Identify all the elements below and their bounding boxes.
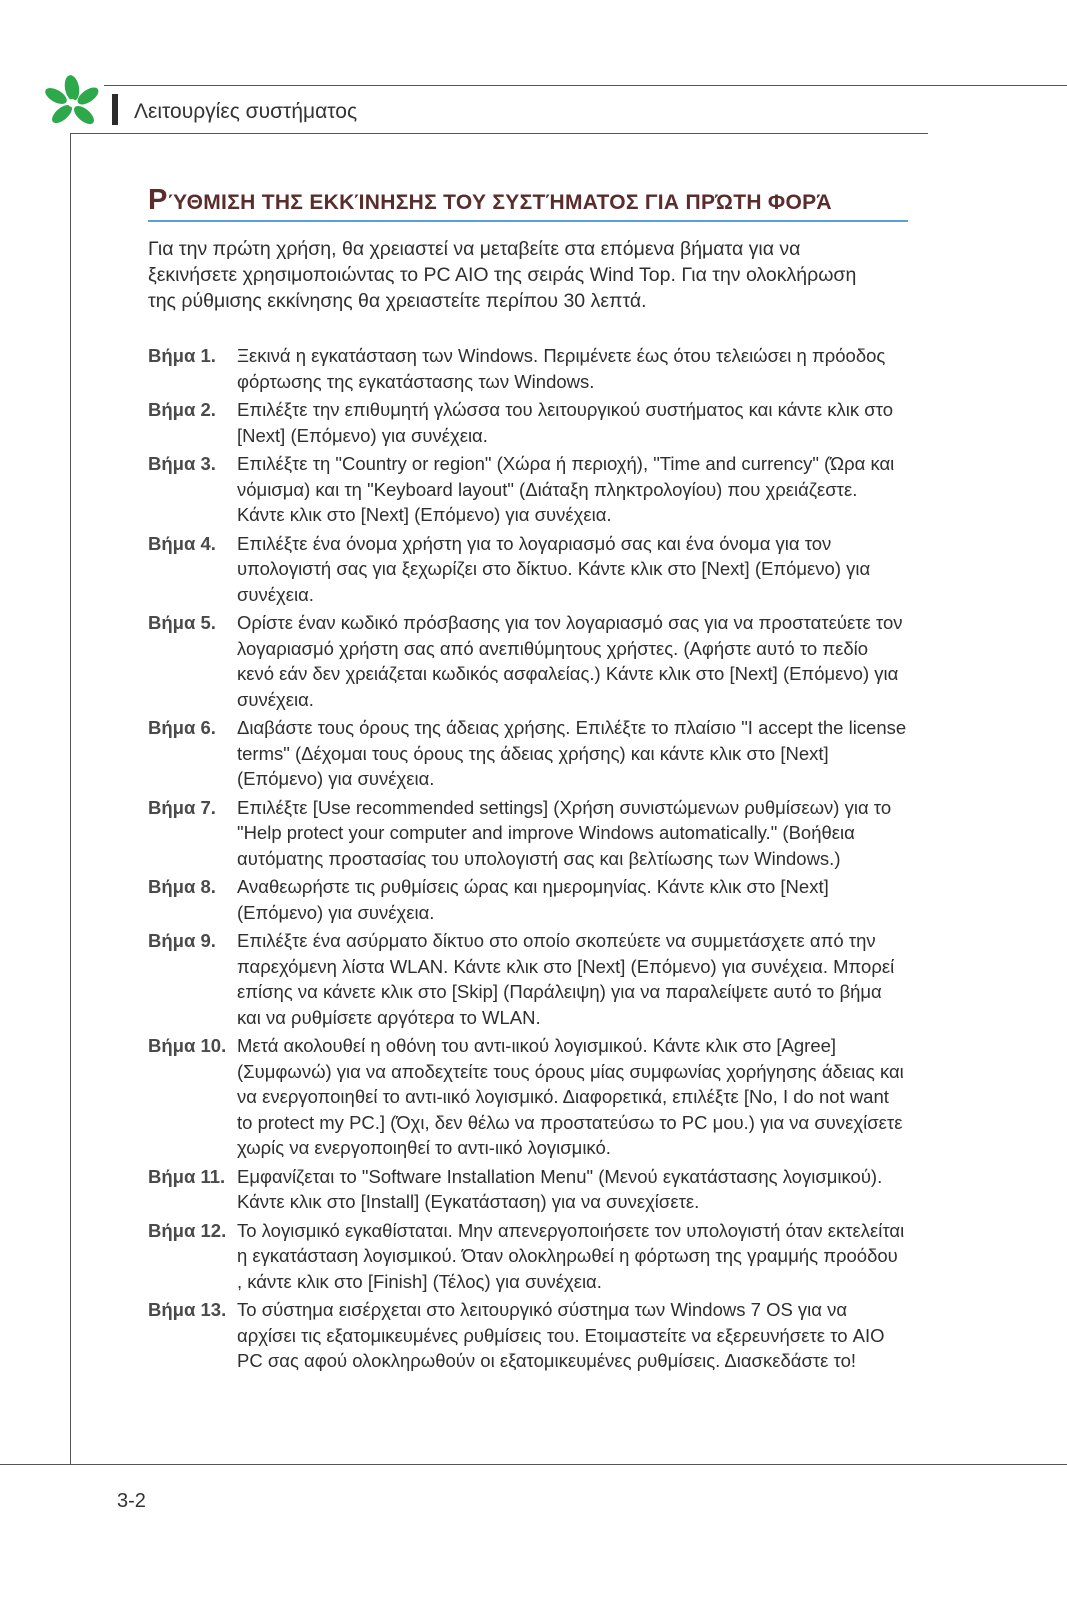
step-text: Ξεκινά η εγκατάσταση των Windows. Περιμένετε έως ότου τελειώσει η πρόοδος φόρτωσης της εγκατάστασης των Windows. <box>237 345 886 392</box>
step-text: Εμφανίζεται το "Software Installation Menu" (Μενού εγκατάστασης λογισμικού). Κάντε κλικ στο [Install] (Εγκατάσταση) για να συνεχίσετε. <box>237 1165 883 1212</box>
step-text: Το σύστημα εισέρχεται στο λειτουργικό σύστημα των Windows 7 OS για να αρχίσει τις εξατομικευμένες ρυθμίσεις του. Ετοιμαστείτε να εξερευνήσετε το AIO PC σας αφού ολοκληρωθούν οι εξατομικευμένες ρυθμίσεις. Διασκεδάστε το! <box>237 1299 885 1371</box>
step-label: Βήμα 7. <box>148 796 216 818</box>
step-label: Βήμα 9. <box>148 930 216 951</box>
step-item <box>148 1033 908 1161</box>
step-label: Βήμα 3. <box>148 453 216 474</box>
step-item <box>148 795 908 872</box>
step-item <box>148 874 908 925</box>
step-label: Βήμα 2. <box>148 399 216 420</box>
leaf-logo-icon <box>40 74 104 130</box>
step-text: Μετά ακολουθεί η οθόνη του αντι-ιικού λογισμικού. Κάντε κλικ στο [Agree] (Συμφωνώ) για να αποδεχτείτε τους όρους μίας συμφωνίας χορήγησης άδειας και να ενεργοποιηθεί το αντι-ιικό λογισμικό. Διαφορετικά, επιλέξτε [No, I do not want to protect my PC.] (Όχι, δεν θέλω να προστατεύσω το PC μου.) για να συνεχίσετε χωρίς να ενεργοποιηθεί το αντι-ιικό λογισμικό. <box>237 1035 904 1158</box>
header-section-name: Λειτουργίες συστήματος <box>134 100 358 123</box>
step-label: Βήμα 10. <box>148 1035 227 1056</box>
step-text: Αναθεωρήστε τις ρυθμίσεις ώρας και ημερομηνίας. Κάντε κλικ στο [Next] (Επόμενο) για συνέχεια. <box>237 876 829 923</box>
step-text: Επιλέξτε ένα όνομα χρήστη για το λογαριασμό σας και ένα όνομα για τον υπολογιστή σας για ξεχωρίζει στο δίκτυο. Κάντε κλικ στο [Next] (Επόμενο) για συνέχεια. <box>237 532 871 605</box>
section-title <box>148 184 908 217</box>
step-label: Βήμα 5. <box>148 612 216 633</box>
step-item <box>148 715 908 792</box>
intro-paragraph: Για την πρώτη χρήση, θα χρειαστεί να μεταβείτε στα επόμενα βήματα για να ξεκινήσετε χρησιμοποιώντας το PC AIO της σειράς Wind Top. Για την ολοκλήρωση της ρύθμισης εκκίνησης θα χρειαστείτε περίπου 30 λεπτά. <box>148 238 857 312</box>
step-label: Βήμα 4. <box>148 532 216 554</box>
step-label: Βήμα 1. <box>148 345 216 366</box>
step-item <box>148 610 908 712</box>
step-text: Ορίστε έναν κωδικό πρόσβασης για τον λογαριασμό σας για να προστατεύετε τον λογαριασμό χρήστη σας από ανεπιθύμητους χρήστες. (Αφήστε αυτό το πεδίο κενό εάν δεν χρειάζεται κωδικός ασφαλείας.) Κάντε κλικ στο [Next] (Επόμενο) για συνέχεια. <box>237 612 903 710</box>
page-number: 3-2 <box>117 1490 146 1512</box>
step-label: Βήμα 11. <box>148 1165 226 1187</box>
step-item <box>148 1164 908 1215</box>
header-under-rule <box>70 133 928 134</box>
step-item <box>148 1297 908 1374</box>
step-label: Βήμα 6. <box>148 717 216 738</box>
step-item <box>148 928 908 1030</box>
step-label: Βήμα 12. <box>148 1219 227 1241</box>
step-text: Διαβάστε τους όρους της άδειας χρήσης. Επιλέξτε το πλαίσιο "I accept the license terms" (Δέχομαι τους όρους της άδειας χρήσης) και κάντε κλικ στο [Next] (Επόμενο) για συνέχεια. <box>237 717 907 789</box>
footer-rule <box>0 1464 1067 1465</box>
header-top-rule <box>104 85 1067 86</box>
title-rest: ΎΘΜΙΣΗ ΤΗΣ ΕΚΚΊΝΗΣΗΣ ΤΟΥ ΣΥΣΤΉΜΑΤΟΣ ΓΙΑ ΠΡΏΤΗ ΦΟΡΆ <box>167 191 832 214</box>
step-text: Επιλέξτε ένα ασύρματο δίκτυο στο οποίο σκοπεύετε να συμμετάσχετε από την παρεχόμενη λίστα WLAN. Κάντε κλικ στο [Next] (Επόμενο) για συνέχεια. Μπορεί επίσης να κάνετε κλικ στο [Skip] (Παράλειψη) για να παραλείψετε αυτό το βήμα και να ρυθμίσετε αργότερα το WLAN. <box>237 930 895 1028</box>
step-text: Επιλέξτε την επιθυμητή γλώσσα του λειτουργικού συστήματος και κάντε κλικ στο [Next] (Επόμενο) για συνέχεια. <box>237 399 894 446</box>
title-underline <box>148 220 908 222</box>
page-left-rule <box>70 133 71 1465</box>
step-text: Το λογισμικό εγκαθίσταται. Μην απενεργοποιήσετε τον υπολογιστή όταν εκτελείται η εγκατάσταση λογισμικού. Όταν ολοκληρωθεί η φόρτωση της γραμμής προόδου , κάντε κλικ στο [Finish] (Τέλος) για συνέχεια. <box>237 1219 905 1292</box>
step-item <box>148 397 908 448</box>
step-item <box>148 451 908 528</box>
title-first-letter: Ρ <box>148 184 168 216</box>
step-label: Βήμα 13. <box>148 1299 227 1320</box>
steps-list <box>148 343 908 1377</box>
step-item <box>148 531 908 608</box>
step-text: Επιλέξτε [Use recommended settings] (Χρήση συνιστώμενων ρυθμίσεων) για το "Help protect your computer and improve Windows automatically." (Βοήθεια αυτόματης προστασίας του υπολογιστή σας και βελτίωσης των Windows.) <box>237 796 892 869</box>
step-label: Βήμα 8. <box>148 876 216 897</box>
step-item <box>148 343 908 394</box>
step-item <box>148 1218 908 1295</box>
header-bar <box>112 94 118 125</box>
step-text: Επιλέξτε τη "Country or region" (Χώρα ή περιοχή), "Time and currency" (Ώρα και νόμισμα) και τη "Keyboard layout" (Διάταξη πληκτρολογίου) που χρειάζεστε. Κάντε κλικ στο [Next] (Επόμενο) για συνέχεια. <box>237 453 895 525</box>
